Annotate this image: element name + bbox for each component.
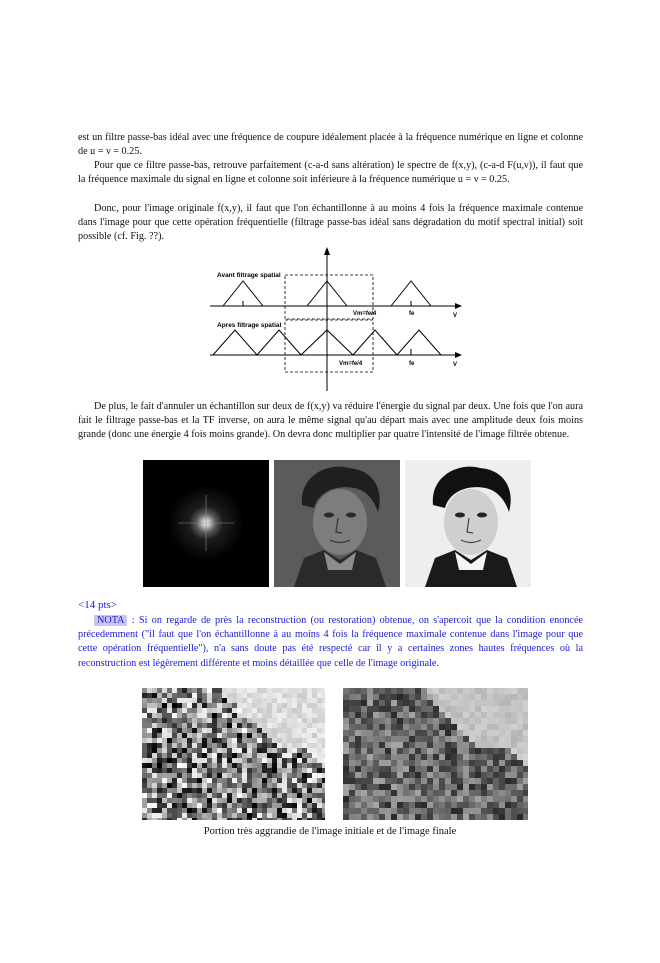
fe-label-top: fe bbox=[409, 311, 415, 317]
paragraph-4: De plus, le fait d'annuler un échantillon sur deux de f(x,y) va réduire l'énergie du signal par deux. Une fois que l'on aura fait le filtrage passe-bas et la TF inverse, on aura le même signal qu'au départ mais avec une amplitude deux fois moins grande (donc une énergie 4 fois moins grande). On devra donc multiplier par quatre l'intensité de l'image filtrée obtenue. bbox=[78, 401, 583, 441]
label-after: Apres filtrage spatial bbox=[217, 322, 282, 329]
top-axis-arrow bbox=[455, 303, 462, 309]
points-marker: <14 pts> bbox=[78, 599, 117, 611]
filtered-portrait-image bbox=[274, 460, 400, 587]
bottom-axis-arrow bbox=[455, 352, 462, 358]
original-portrait-image bbox=[405, 460, 531, 587]
nota-text: : Si on regarde de près la reconstruction (ou restoration) obtenue, on s'apercoit que la condition enoncée précedemment ("il faut que l'on échantillonne à au moins 4 fois la fréquence maximale contenue dans l'image pour que cette opération fréquentielle"), n'a sans doute pas été respecté car il y a certaines zones hautes fréquences où la reconstruction est légèrement différente et moins détaillée que celle de l'image originale. bbox=[78, 615, 583, 669]
fe-label-bottom: fe bbox=[409, 361, 415, 367]
paragraph-3: Donc, pour l'image originale f(x,y), il faut que l'on échantillonne à au moins 4 fois la fréquence maximale contenue dans l'image pour que cette opération fréquentielle (filtrage passe-bas idéal sans dégradation du motif spectral initial) soit possible (cf. Fig. ??). bbox=[78, 203, 583, 243]
zoomed-final-crop bbox=[343, 688, 528, 820]
spectrum-diagram bbox=[205, 245, 470, 395]
axis-label-top: V bbox=[453, 313, 458, 319]
vm-label-top: Vm=fe/4 bbox=[353, 311, 377, 317]
label-before: Avant filtrage spatial bbox=[217, 272, 281, 279]
vertical-axis-arrow bbox=[324, 247, 330, 255]
zoomed-original-crop bbox=[142, 688, 325, 820]
paragraph-1: est un filtre passe-bas idéal avec une fréquence de coupure idéalement placée à la fréquence numérique en ligne et colonne de u = ν = 0.25. bbox=[78, 132, 583, 158]
axis-label-bottom: V bbox=[453, 362, 458, 368]
paragraph-2: Pour que ce filtre passe-bas, retrouve parfaitement (c-a-d sans altération) le spectre de f(x,y), (c-a-d F(u,ν)), il faut que la fréquence maximale du signal en ligne et colonne soit inférieure à la fréquence numérique u = ν = 0.25. bbox=[78, 160, 583, 186]
spectrum-image bbox=[143, 460, 269, 587]
nota-tag: NOTA bbox=[94, 615, 127, 626]
figure-caption: Portion très aggrandie de l'image initiale et de l'image finale bbox=[203, 826, 457, 837]
nota-paragraph bbox=[78, 614, 583, 671]
vm-label-bottom: Vm=fe/4 bbox=[339, 361, 363, 367]
